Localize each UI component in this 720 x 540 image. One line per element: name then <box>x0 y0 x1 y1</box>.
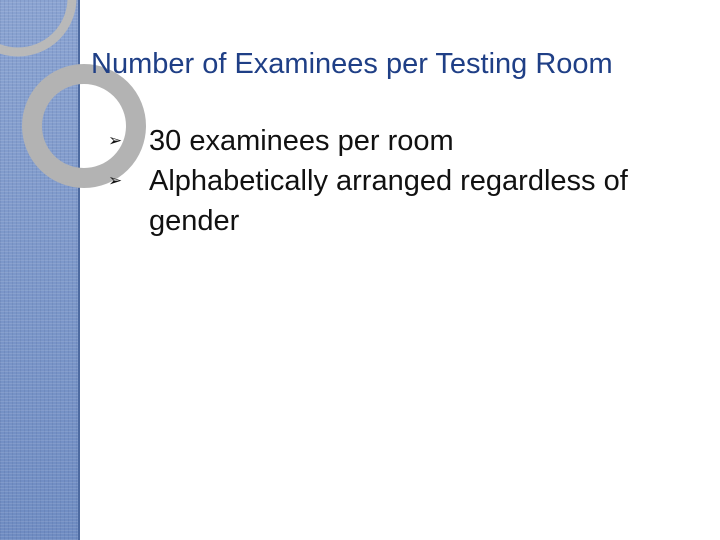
arrow-bullet-icon: ➢ <box>108 131 123 150</box>
bullet-text: Alphabetically arranged regardless of gender <box>149 165 628 237</box>
side-divider <box>78 0 80 540</box>
bullet-text: 30 examinees per room <box>149 125 454 157</box>
bullet-list <box>108 121 708 241</box>
slide-title: Number of Examinees per Testing Room <box>91 48 613 80</box>
side-band <box>0 0 78 540</box>
arrow-bullet-icon: ➢ <box>108 171 123 190</box>
bullet-item-examinees <box>108 121 708 161</box>
bullet-item-arrangement <box>108 161 708 241</box>
